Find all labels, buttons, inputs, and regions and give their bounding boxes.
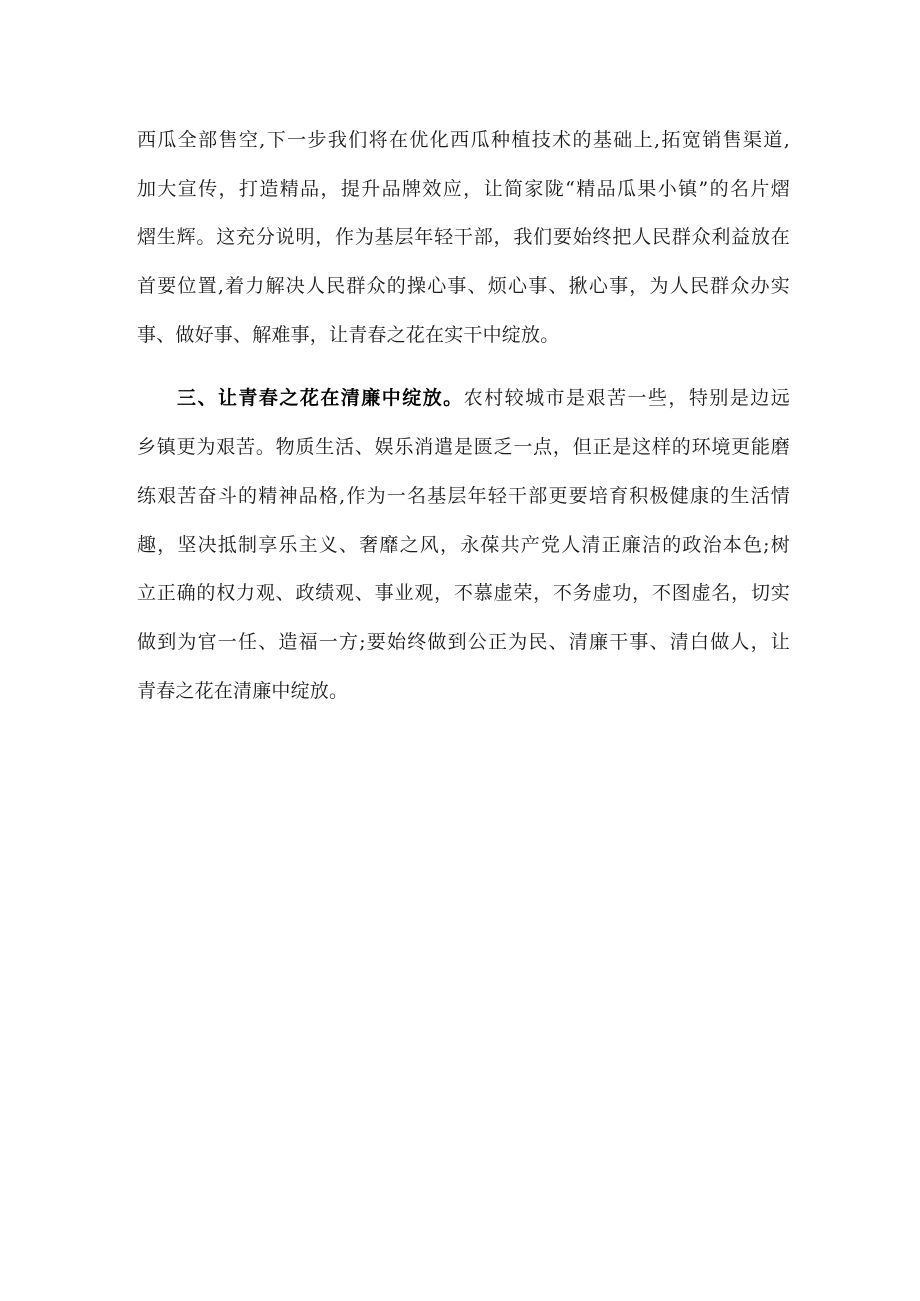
text-line: 练艰苦奋斗的精神品格,作为一名基层年轻干部更要培育积极健康的生活情 — [137, 484, 790, 507]
paragraph-2 — [137, 374, 790, 715]
text-line: 做到为官一任、造福一方;要始终做到公正为民、清廉干事、清白做人，让 — [137, 630, 790, 653]
section-heading: 三、让青春之花在清廉中绽放。 — [177, 387, 464, 410]
text-line: 乡镇更为艰苦。物质生活、娱乐消遣是匮乏一点，但正是这样的环境更能磨 — [137, 436, 790, 459]
paragraph-1 — [137, 116, 790, 359]
text-line: 青春之花在清廉中绽放。 — [137, 679, 349, 702]
text-line: 趣，坚决抵制享乐主义、奢靡之风，永葆共产党人清正廉洁的政治本色;树 — [137, 533, 790, 556]
text-line: 加大宣传，打造精品，提升品牌效应，让简家陇“精品瓜果小镇”的名片熠 — [137, 177, 790, 200]
paragraph-spacer — [137, 359, 790, 374]
section-heading-continuation: 农村较城市是艰苦一些，特别是边远 — [463, 387, 790, 410]
document-body — [137, 116, 790, 715]
text-line: 立正确的权力观、政绩观、事业观，不慕虚荣，不务虚功，不图虚名，切实 — [137, 582, 790, 605]
text-line: 熠生辉。这充分说明，作为基层年轻干部，我们要始终把人民群众利益放在 — [137, 226, 790, 249]
text-line: 首要位置,着力解决人民群众的操心事、烦心事、揪心事，为人民群众办实 — [137, 275, 790, 298]
text-line: 西瓜全部售空,下一步我们将在优化西瓜种植技术的基础上,拓宽销售渠道, — [137, 129, 790, 151]
text-line — [137, 374, 790, 423]
text-line: 事、做好事、解难事，让青春之花在实干中绽放。 — [137, 323, 560, 346]
